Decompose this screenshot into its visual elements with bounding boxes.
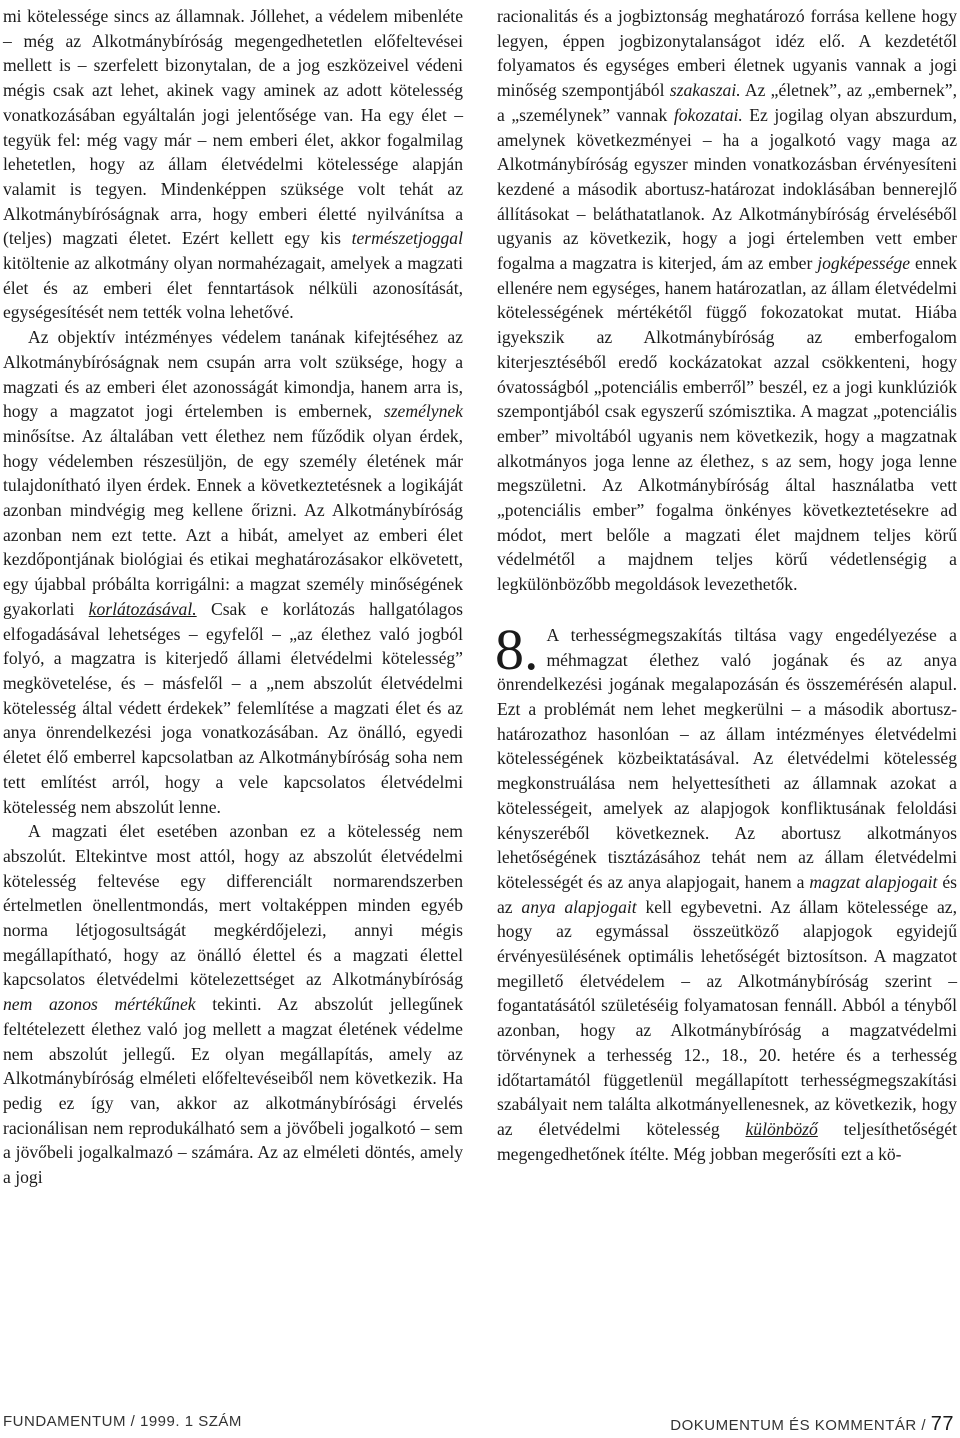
italic-text: magzat alapjogait	[809, 871, 938, 892]
footer-section-info	[670, 1413, 954, 1436]
text-run: minősítse. Az általában vett élethez nem fűződik olyan érdek, hogy védelemben részesüljön, de egy személy életének már tulajdonítható ilyen érdek. Ennek a következtetésnek a logikáját azonban mindvégig meg kellene őrizni. Az Alkotmánybíróság azonban nem ezt tette. Azt a hibát, amelyet az emberi élet kezdőpontjának biológiai és etikai meghatározásakor elkövetett, egy újabbal próbálta korrigálni: a magzat személy minőségének gyakorlati	[3, 425, 463, 619]
italic-text: fokozatai.	[673, 104, 743, 125]
paragraph	[3, 325, 463, 819]
text-run: Ez jogilag olyan abszurdum, amelynek következményei – ha a jogalkotó vagy maga az Alkotmánybíróság egyszer minden vonatkozásban érvényesíteni kezdené a második abortusz-határozat indoklásában bennerejlő állításokat – beláthatatlanok. Az Alkotmánybíróság érveléséből ugyanis az következik, hogy a jogi értelemben vett ember fogalma a magzatra is kiterjed, ám az ember	[497, 104, 957, 274]
text-run: racionalitás és a jogbiztonság meghatározó forrása kellene hogy legyen, éppen jogbizonytalanságot idéz elő. A kezdetétől folyamatos és egységes emberi életnek ugyanis vannak a jogi minőség szempontjából	[497, 6, 957, 101]
paragraph	[3, 4, 463, 325]
text-run: Az objektív intézményes védelem tanának kifejtéséhez az Alkotmánybíróságnak nem csupán arra volt szüksége, hogy a magzati és az emberi élet azonosságát kimondja, hanem arra is, hogy a magzatot jogi értelemben is embernek,	[3, 327, 463, 422]
footer-journal-info: FUNDAMENTUM / 1999. 1 SZÁM	[3, 1413, 242, 1430]
italic-text: jogképessége	[817, 253, 911, 274]
text-run: A magzati élet esetében azonban ez a kötelesség nem abszolút. Eltekintve most attól, hogy az abszolút életvédelmi kötelesség feltevése egy differenciált normarendszerben értelmetlen önellentmondás, mert voltaképpen minden egyéb norma létjogosultságát megkérdőjelezi, annyi mégis megállapítható, hogy az önálló élettel és a magzati élettel kapcsolatos életvédelmi kötelezettséget az Alkotmánybíróság	[3, 821, 463, 990]
paragraph	[3, 819, 463, 1190]
text-run: kitöltenie az alkotmány olyan normahézagait, amelyek a magzati élet és az emberi élet fenntartások nélküli azonosítását, egységesítését nem tették volna lehetővé.	[3, 253, 463, 323]
text-run: ennek ellenére nem egységes, hanem határozatlan, az állam életvédelmi kötelességének mértékétől függő fokozatokat mutat. Hiába igyekszik az Alkotmánybíróság az emberfogalom kiterjesztéséből eredő kockázatokat azzal csökkenteni, hogy óvatosságból „potenciális emberről” beszél, ez a jogi kunklúziók szempontjából csak egyszerű szómisztika. A magzat „potenciális ember” mivoltából ugyanis nem következik, hogy a magzatnak alkotmányos joga lenne az élethez, s az sem, hogy joga lenne megszületni. Az Alkotmánybíróság által használatba vett „potenciális ember” fogalma önkényes következtetésekre ad módot, mert belőle a magzati élet majdnem teljes körű védelmétől a majdnem teljes körű védetlenségig a legkülönbözőbb megoldások levezethetők.	[497, 253, 957, 595]
text-run: és az	[497, 871, 957, 917]
left-column	[3, 4, 463, 1190]
italic-text: nem azonos mértékűnek	[3, 994, 196, 1015]
text-run: kell egybevetni. Az állam kötelessége az, hogy az egymással összeütköző alapjogok egyidejű érvényesülésének optimális lehetőségét biztosítson. A magzatot megillető életvédelem – az Alkotmánybíróság szerint – fogantatásától születéséig folyamatosan fennáll. Abból a tényből azonban, hogy az Alkotmánybíróság a magzatvédelmi törvénynek a terhesség 12., 18., 20. hetére és a terhesség időtartamától függetlenül megállapított terhességmegszakítási szabályait nem találta alkotmányellenesnek, az következik, hogy az életvédelmi kötelesség	[497, 896, 957, 1139]
underlined-italic-text: korlátozásával.	[88, 598, 197, 619]
italic-text: személynek	[383, 401, 463, 422]
section-number: 8.	[495, 616, 539, 682]
right-column	[497, 4, 957, 1166]
paragraph	[497, 4, 957, 597]
italic-text: természetjoggal	[351, 228, 463, 249]
footer-section-label: DOKUMENTUM ÉS KOMMENTÁR /	[670, 1417, 927, 1434]
text-run: teljesíthetőségét megengedhetőnek ítélte. Még jobban megerősíti ezt a kö-	[497, 1118, 957, 1164]
page-number: 77	[930, 1413, 954, 1435]
underlined-italic-text: különböző	[745, 1118, 818, 1139]
italic-text: szakaszai.	[669, 80, 741, 101]
italic-text: anya alapjogait	[521, 896, 637, 917]
section-paragraph	[495, 616, 957, 1166]
text-run: Csak e korlátozás hallgatólagos elfogadásával lehetséges – egyfelől – „az élethez való jogból folyó, a magzatra is kiterjedő állami életvédelmi kötelesség” megkövetelése, és – másfelől – a „nem abszolút életvédelmi kötelesség által védett érdekek” felemlítése a magzati élet és az anya önrendelkezési joga vonatkozásában. Az önálló, egyedi életet élő emberrel kapcsolatban az Alkotmánybíróság soha nem tett említést arról, hogy a vele kapcsolatos életvédelmi kötelesség nem abszolút lenne.	[3, 598, 463, 817]
text-run: Az „életnek”, az „embernek”, a „személynek” vannak	[497, 80, 957, 125]
text-run: mi kötelessége sincs az államnak. Jóllehet, a védelem mibenléte – még az Alkotmánybíróság megengedhetetlen előfeltevései mellett is – szerfelett bizonytalan, de a jog eszközeivel védeni mégis csak azt lehet, akinek vagy aminek az adott kötelesség vonatkozásában egyáltalán jogi jelentősége van. Ha egy élet – tegyük fel: még vagy már – nem emberi élet, akkor fogalmilag lehetetlen, hogy az állam életvédelmi kötelessége alapján valamit is tegyen. Mindenképpen szüksége volt tehát az Alkotmánybíróságnak arra, hogy emberi életté nyilvánítsa a (teljes) magzati életet. Ezért kellett egy kis	[3, 6, 463, 249]
text-run: A terhességmegszakítás tiltása vagy engedélyezése a méhmagzat élethez való jogának és az anya önrendelkezési jogának megalapozásán és összemérésén alapul. Ezt a problémát nem lehet megkerülni – a második abortusz-határozathoz hasonlóan – az állam intézményes életvédelmi kötelességének közbeiktatásával. Az életvédelmi kötelesség megkonstruálása nem helyettesítheti az államnak azokat a kötelességeit, amelyek az alapjogok konfliktusának feloldási kényszeréből következnek. Az abortusz alkotmányos lehetőségének tisztázásához tehát nem az állam életvédelmi kötelességét és az anya alapjogait, hanem a	[497, 624, 957, 892]
text-run: tekinti. Az abszolút jellegűnek feltételezett élethez való jog mellett a magzat életének védelme nem abszolút jellegű. Ez olyan megállapítás, amely az Alkotmánybíróság elméleti előfeltevéseiből nem következik. Ha pedig ez így van, akkor az alkotmánybírósági érvelés racionálisan nem reprodukálható sem a jövőbeli jogalkotó – sem a jövőbeli jogalkalmazó – számára. Az az elméleti döntés, amely a jogi	[3, 994, 463, 1188]
